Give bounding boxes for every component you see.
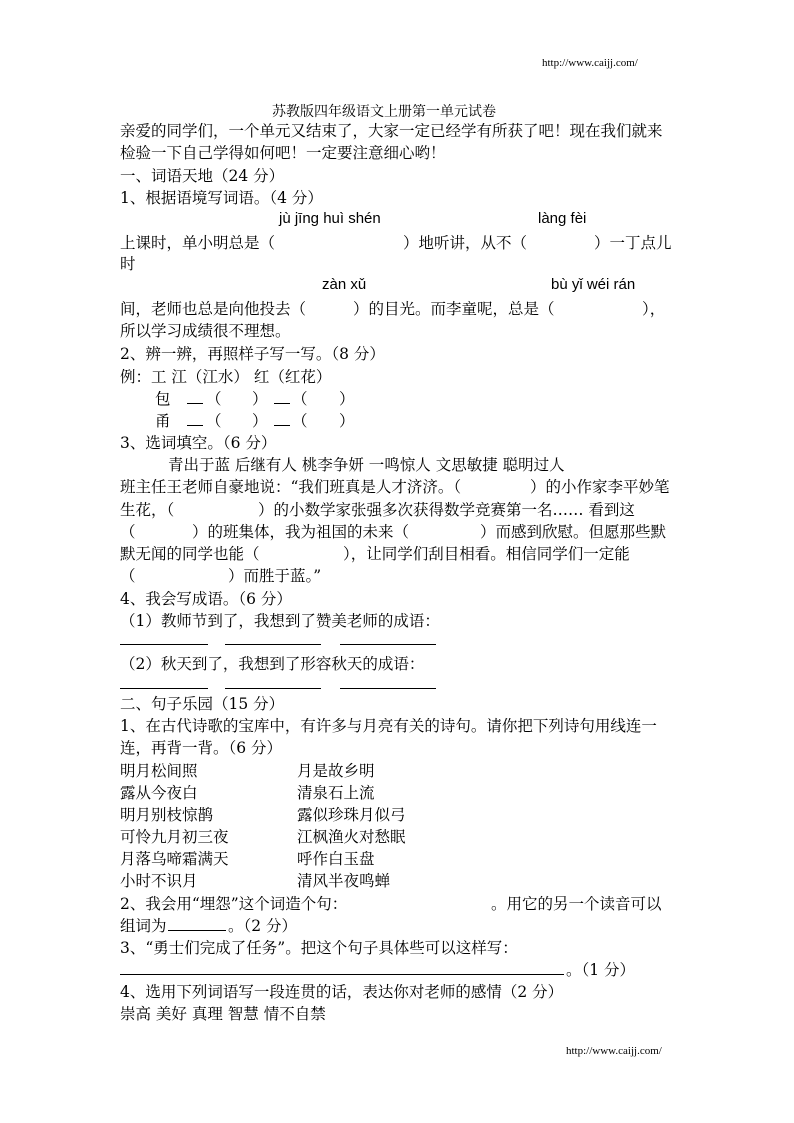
pinyin-zanxu: zàn xǔ <box>322 276 367 293</box>
q1-line1-c: ）一丁点儿 <box>594 234 672 252</box>
q3-line5-b: ）而胜于蓝。” <box>228 567 322 585</box>
s2q3-line1: 3、“勇士们完成了任务”。把这个句子具体些可以这样写： <box>120 939 518 957</box>
q1-line2-a: 间，老师也总是向他投去（ <box>120 300 307 318</box>
q1-line2-c: ）， <box>642 300 666 318</box>
q4-sub-1: （1）教师节到了，我想到了赞美老师的成语： <box>120 612 440 630</box>
idiom-blank-3[interactable] <box>340 644 436 645</box>
s2q4-word-bank: 崇高 美好 真理 智慧 情不自禁 <box>120 1005 326 1023</box>
poem-left-1[interactable]: 明月松间照 <box>120 762 198 780</box>
pinyin-jujinghuishen: jù jīng huì shén <box>279 210 381 227</box>
idiom-blank-5[interactable] <box>225 688 321 689</box>
q1-line2-b: ）的目光。而李童呢，总是（ <box>353 300 555 318</box>
poem-right-1[interactable]: 月是故乡明 <box>297 762 375 780</box>
s2q2-line1-a: 2、我会用“埋怨”这个词造个句： <box>120 895 348 913</box>
q2-row1-paren-close-2: ） <box>339 390 355 408</box>
q3-line1-a: 班主任王老师自豪地说：“我们班真是人才济济。（ <box>120 478 462 496</box>
pinyin-buyiweiran: bù yǐ wéi rán <box>551 276 636 293</box>
footer-url: http://www.caijj.com/ <box>566 1045 662 1057</box>
poem-left-5[interactable]: 月落乌啼霜满天 <box>120 850 229 868</box>
poem-right-6[interactable]: 清风半夜鸣蝉 <box>297 872 391 890</box>
poem-right-5[interactable]: 呼作白玉盘 <box>297 850 375 868</box>
section-1-heading: 一、词语天地（24 分） <box>120 167 285 185</box>
q3-line2-b: ）的小数学家张强多次获得数学竞赛第一名…… 看到这 <box>258 501 635 519</box>
q2-row2-paren-open-1: （ <box>206 412 222 430</box>
q2-row1-blank-2[interactable] <box>274 403 290 404</box>
q2-example: 例：工 江（江水） 红（红花） <box>120 368 332 386</box>
q2-row1-paren-open-2: （ <box>292 390 308 408</box>
q2-row2-paren-close-2: ） <box>339 412 355 430</box>
q3-line2-a: 生花，（ <box>120 501 175 519</box>
idiom-blank-6[interactable] <box>340 688 436 689</box>
poem-right-2[interactable]: 清泉石上流 <box>297 784 375 802</box>
s2q3-answer-line[interactable] <box>120 974 564 975</box>
q3-line3-b: ）的班集体，我为祖国的未来（ <box>192 523 410 541</box>
q3-line4-b: ），让同学们刮目相看。相信同学们一定能 <box>343 545 630 563</box>
q1-line3: 所以学习成绩很不理想。 <box>120 322 291 340</box>
s2q2-word-blank[interactable] <box>168 930 226 931</box>
q3-word-bank: 青出于蓝 后继有人 桃李争妍 一鸣惊人 文思敏捷 聪明过人 <box>168 456 565 474</box>
q2-row1-blank-1[interactable] <box>187 403 203 404</box>
poem-right-3[interactable]: 露似珍珠月似弓 <box>297 806 406 824</box>
s2q2-line1-b: 。用它的另一个读音可以 <box>491 895 662 913</box>
poem-left-3[interactable]: 明月别枝惊鹊 <box>120 806 214 824</box>
poem-left-4[interactable]: 可怜九月初三夜 <box>120 828 229 846</box>
q3-line3-a: （ <box>120 523 136 541</box>
pinyin-langfei: làng fèi <box>538 210 587 227</box>
intro-line-2: 检验一下自己学得如何吧！一定要注意细心哟！ <box>120 144 446 162</box>
s2q2-line2-a: 组词为 <box>120 917 167 935</box>
s2q3-line2: 。（1 分） <box>566 961 636 979</box>
page-title: 苏教版四年级语文上册第一单元试卷 <box>272 104 496 120</box>
s2q2-line2-b: 。（2 分） <box>228 917 298 935</box>
idiom-blank-2[interactable] <box>225 644 321 645</box>
q3-line4-a: 默无闻的同学也能（ <box>120 545 260 563</box>
q2-row2-char: 甬 <box>155 412 171 430</box>
q2-row2-paren-open-2: （ <box>292 412 308 430</box>
q3-heading: 3、选词填空。（6 分） <box>120 434 277 452</box>
s2q4-heading: 4、选用下列词语写一段连贯的话，表达你对老师的感情（2 分） <box>120 983 564 1001</box>
q2-row2-paren-close-1: ） <box>252 412 268 430</box>
idiom-blank-1[interactable] <box>120 644 208 645</box>
q2-heading: 2、辨一辨，再照样子写一写。（8 分） <box>120 345 385 363</box>
poem-left-6[interactable]: 小时不识月 <box>120 872 198 890</box>
q2-row2-blank-1[interactable] <box>187 425 203 426</box>
q1-line1-b: ）地听讲，从不（ <box>403 234 528 252</box>
q1-line1-a: 上课时，单小明总是（ <box>120 234 276 252</box>
q2-row1-paren-close-1: ） <box>252 390 268 408</box>
q2-row1-paren-open-1: （ <box>206 390 222 408</box>
q4-sub-2: （2）秋天到了，我想到了形容秋天的成语： <box>120 655 425 673</box>
section-2-heading: 二、句子乐园（15 分） <box>120 695 285 713</box>
q4-heading: 4、我会写成语。（6 分） <box>120 590 292 608</box>
q3-line5-a: （ <box>120 567 136 585</box>
idiom-blank-4[interactable] <box>120 688 208 689</box>
q3-line3-c: ）而感到欣慰。但愿那些默 <box>480 523 667 541</box>
q2-row1-char: 包 <box>155 390 171 408</box>
q3-line1-b: ）的小作家李平妙笔 <box>530 478 670 496</box>
intro-line-1: 亲爱的同学们，一个单元又结束了，大家一定已经学有所获了吧！现在我们就来 <box>120 122 663 140</box>
q2-row2-blank-2[interactable] <box>274 425 290 426</box>
q1-heading: 1、根据语境写词语。（4 分） <box>120 189 323 207</box>
poem-right-4[interactable]: 江枫渔火对愁眠 <box>297 828 406 846</box>
header-url: http://www.caijj.com/ <box>542 57 638 69</box>
s2q1-line1: 1、在古代诗歌的宝库中，有许多与月亮有关的诗句。请你把下列诗句用线连一 <box>120 717 657 735</box>
poem-left-2[interactable]: 露从今夜白 <box>120 784 198 802</box>
s2q1-line2: 连，再背一背。（6 分） <box>120 739 283 757</box>
q1-line1-d: 时 <box>120 255 136 273</box>
